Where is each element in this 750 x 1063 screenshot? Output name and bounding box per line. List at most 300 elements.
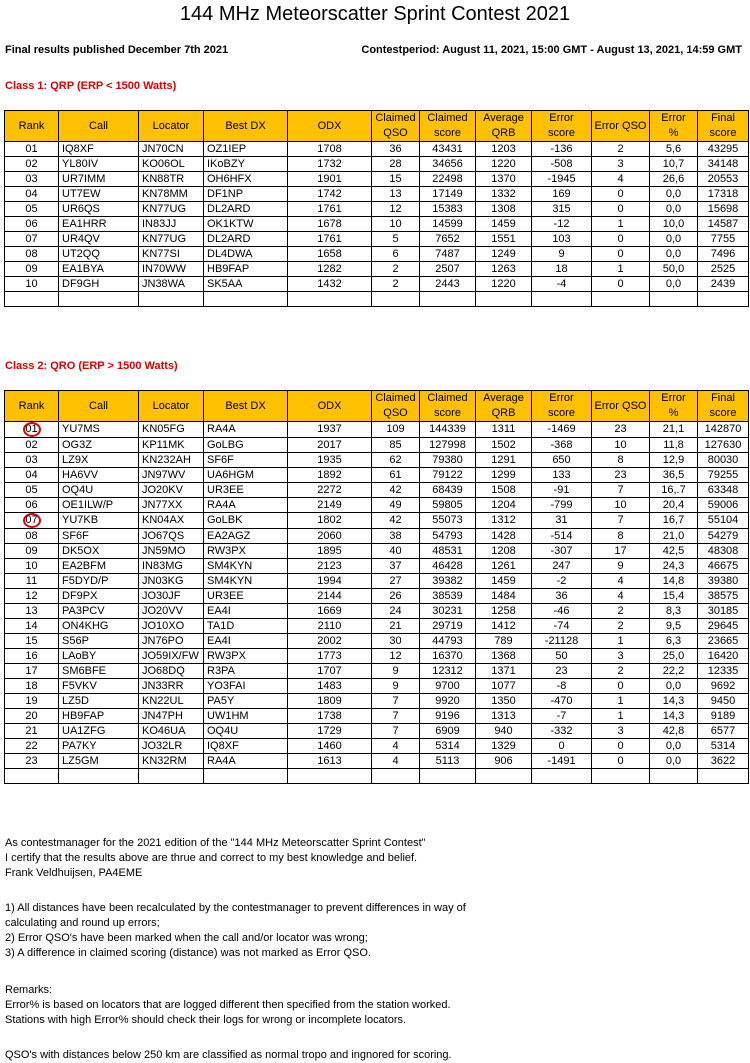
header-error-score-line: score [548, 127, 575, 139]
cell-error-qso: 1 [592, 709, 650, 724]
cell-rank: 06 [5, 217, 59, 232]
cell-average-qrb: 1220 [476, 157, 532, 172]
header-final-score-line: Final [711, 392, 735, 404]
cell-final-score: 9692 [698, 679, 749, 694]
cell-average-qrb: 1551 [476, 232, 532, 247]
remarks-line: Remarks: [5, 984, 53, 996]
cell-odx: 2002 [288, 634, 372, 649]
cell-claimed-score: 9196 [420, 709, 476, 724]
cell-rank: 13 [5, 604, 59, 619]
cell-error-pct: 5,6 [650, 142, 698, 157]
cell-locator: JN59MO [139, 544, 204, 559]
cell-final-score: 16420 [698, 649, 749, 664]
cell-rank: 14 [5, 619, 59, 634]
header-average-qrb-line: Average [483, 392, 524, 404]
cell-rank: 09 [5, 262, 59, 277]
cell-claimed-qso: 7 [372, 724, 420, 739]
cell-locator: JN77XX [139, 498, 204, 513]
cert-line: I certify that the results above are thrue and correct to my best knowledge and belief. [5, 852, 418, 864]
table-row [5, 529, 749, 544]
cell-error-score: 133 [532, 468, 592, 483]
cell-rank: 01 [5, 142, 59, 157]
empty-cell [59, 769, 139, 784]
cell-error-pct: 25,0 [650, 649, 698, 664]
cell-final-score: 34148 [698, 157, 749, 172]
cell-final-score: 6577 [698, 724, 749, 739]
cell-claimed-qso: 40 [372, 544, 420, 559]
cell-odx: 1460 [288, 739, 372, 754]
cell-claimed-qso: 49 [372, 498, 420, 513]
cell-error-pct: 21,0 [650, 529, 698, 544]
empty-cell [139, 292, 204, 307]
cell-error-score: -799 [532, 498, 592, 513]
cell-error-qso: 3 [592, 157, 650, 172]
cell-call: YL80IV [59, 157, 139, 172]
empty-cell [592, 769, 650, 784]
cell-locator: IN83JJ [139, 217, 204, 232]
cell-final-score: 14587 [698, 217, 749, 232]
header-error-qso: Error QSO [592, 391, 650, 422]
cell-error-pct: 8,3 [650, 604, 698, 619]
cell-error-score: 9 [532, 247, 592, 262]
cell-odx: 1483 [288, 679, 372, 694]
empty-cell [139, 769, 204, 784]
cell-error-pct: 36,5 [650, 468, 698, 483]
cell-average-qrb: 1299 [476, 468, 532, 483]
cell-locator: KN05FG [139, 422, 204, 438]
header-claimed-score-line: Claimed [427, 392, 468, 404]
cell-call: UT7EW [59, 187, 139, 202]
cell-best-dx: RA4A [204, 754, 288, 769]
empty-cell [420, 769, 476, 784]
table-row [5, 589, 749, 604]
cell-odx: 1937 [288, 422, 372, 438]
cell-average-qrb: 940 [476, 724, 532, 739]
cell-claimed-score: 2507 [420, 262, 476, 277]
cell-error-qso: 2 [592, 664, 650, 679]
cell-claimed-score: 38539 [420, 589, 476, 604]
cell-average-qrb: 789 [476, 634, 532, 649]
header-rank: Rank [5, 111, 59, 142]
header-call: Call [59, 111, 139, 142]
empty-cell [204, 292, 288, 307]
cell-best-dx: RW3PX [204, 544, 288, 559]
cell-odx: 2017 [288, 438, 372, 453]
cell-call: PA7KY [59, 739, 139, 754]
cell-claimed-score: 7487 [420, 247, 476, 262]
cell-final-score: 23665 [698, 634, 749, 649]
cell-error-pct: 0,0 [650, 277, 698, 292]
cell-claimed-score: 7652 [420, 232, 476, 247]
cell-error-score: 0 [532, 739, 592, 754]
cell-call: DF9GH [59, 277, 139, 292]
cell-error-pct: 42,5 [650, 544, 698, 559]
cell-locator: JN33RR [139, 679, 204, 694]
table-row [5, 187, 749, 202]
cell-claimed-qso: 15 [372, 172, 420, 187]
cell-odx: 1738 [288, 709, 372, 724]
cell-odx: 1935 [288, 453, 372, 468]
cell-odx: 1761 [288, 232, 372, 247]
header-locator: Locator [139, 111, 204, 142]
cell-claimed-qso: 28 [372, 157, 420, 172]
cell-error-qso: 0 [592, 187, 650, 202]
cell-error-qso: 3 [592, 724, 650, 739]
cell-best-dx: UR3EE [204, 483, 288, 498]
cell-claimed-qso: 4 [372, 739, 420, 754]
cell-error-pct: 0,0 [650, 202, 698, 217]
cell-claimed-score: 15383 [420, 202, 476, 217]
cell-claimed-score: 43431 [420, 142, 476, 157]
empty-cell [532, 769, 592, 784]
page-title: 144 MHz Meteorscatter Sprint Contest 2021 [179, 3, 571, 25]
cell-locator: JN38WA [139, 277, 204, 292]
cell-error-qso: 4 [592, 172, 650, 187]
cell-average-qrb: 1249 [476, 247, 532, 262]
cell-odx: 1994 [288, 574, 372, 589]
table-row [5, 262, 749, 277]
empty-cell [5, 769, 59, 784]
cell-average-qrb: 1329 [476, 739, 532, 754]
cell-claimed-qso: 12 [372, 649, 420, 664]
cell-average-qrb: 1308 [476, 202, 532, 217]
empty-cell [372, 769, 420, 784]
cell-locator: JO67QS [139, 529, 204, 544]
cell-odx: 2144 [288, 589, 372, 604]
cell-locator: JO20VV [139, 604, 204, 619]
cell-odx: 1809 [288, 694, 372, 709]
cell-error-pct: 11,8 [650, 438, 698, 453]
cell-final-score: 80030 [698, 453, 749, 468]
cell-error-score: -368 [532, 438, 592, 453]
cell-odx: 1678 [288, 217, 372, 232]
cell-claimed-qso: 61 [372, 468, 420, 483]
table-row [5, 142, 749, 157]
cell-error-pct: 22,2 [650, 664, 698, 679]
cell-rank: 07 [5, 232, 59, 247]
header-average-qrb-line: QRB [491, 127, 516, 139]
cell-best-dx: DL2ARD [204, 232, 288, 247]
cell-claimed-score: 2443 [420, 277, 476, 292]
header-rank: Rank [5, 391, 59, 422]
notes-line: 2) Error QSO's have been marked when the call and/or locator was wrong; [5, 932, 368, 944]
cell-rank: 09 [5, 544, 59, 559]
cell-error-qso: 8 [592, 529, 650, 544]
cell-locator: JO10XO [139, 619, 204, 634]
cell-final-score: 3622 [698, 754, 749, 769]
header-odx: ODX [288, 111, 372, 142]
cell-error-pct: 24,3 [650, 559, 698, 574]
cell-claimed-score: 39382 [420, 574, 476, 589]
cell-error-pct: 21,1 [650, 422, 698, 438]
cell-final-score: 15698 [698, 202, 749, 217]
cell-final-score: 55104 [698, 513, 749, 529]
header-claimed-score-line: score [434, 127, 461, 139]
cell-average-qrb: 1311 [476, 422, 532, 438]
header-claimed-score [420, 111, 476, 142]
cell-best-dx: GoLBG [204, 438, 288, 453]
cell-error-qso: 0 [592, 202, 650, 217]
cell-claimed-score: 17149 [420, 187, 476, 202]
cell-locator: IN83MG [139, 559, 204, 574]
cell-claimed-qso: 85 [372, 438, 420, 453]
cert-line: As contestmanager for the 2021 edition of the "144 MHz Meteorscatter Sprint Contest" [5, 837, 426, 849]
cell-error-pct: 6,3 [650, 634, 698, 649]
cell-error-pct: 0,0 [650, 187, 698, 202]
cell-odx: 1742 [288, 187, 372, 202]
cell-error-score: -8 [532, 679, 592, 694]
cell-rank: 10 [5, 559, 59, 574]
cell-claimed-score: 9920 [420, 694, 476, 709]
header-final-score [698, 111, 749, 142]
cell-rank: 03 [5, 172, 59, 187]
cell-final-score: 5314 [698, 739, 749, 754]
cell-average-qrb: 1312 [476, 513, 532, 529]
cell-rank: 21 [5, 724, 59, 739]
cell-error-qso: 0 [592, 277, 650, 292]
cell-error-pct: 0,0 [650, 247, 698, 262]
cell-claimed-qso: 9 [372, 664, 420, 679]
cell-error-score: -514 [532, 529, 592, 544]
table-row [5, 679, 749, 694]
cell-claimed-score: 54793 [420, 529, 476, 544]
cell-claimed-qso: 42 [372, 513, 420, 529]
cell-claimed-qso: 36 [372, 142, 420, 157]
cell-claimed-score: 5314 [420, 739, 476, 754]
remarks-text [5, 983, 451, 1028]
cell-final-score: 54279 [698, 529, 749, 544]
cell-error-score: 36 [532, 589, 592, 604]
cell-average-qrb: 1484 [476, 589, 532, 604]
cell-final-score: 59006 [698, 498, 749, 513]
cell-best-dx: DF1NP [204, 187, 288, 202]
cell-claimed-score: 68439 [420, 483, 476, 498]
cell-error-score: 247 [532, 559, 592, 574]
cell-best-dx: TA1D [204, 619, 288, 634]
empty-cell [650, 292, 698, 307]
empty-row [5, 769, 749, 784]
cell-claimed-qso: 27 [372, 574, 420, 589]
cell-odx: 2060 [288, 529, 372, 544]
cell-call: OE1ILW/P [59, 498, 139, 513]
cell-call: F5VKV [59, 679, 139, 694]
cell-best-dx: UW1HM [204, 709, 288, 724]
cell-claimed-score: 6909 [420, 724, 476, 739]
cell-claimed-score: 12312 [420, 664, 476, 679]
cell-final-score: 48308 [698, 544, 749, 559]
cell-rank: 19 [5, 694, 59, 709]
cell-error-score: -12 [532, 217, 592, 232]
cell-claimed-score: 127998 [420, 438, 476, 453]
header-average-qrb [476, 111, 532, 142]
cell-rank: 05 [5, 202, 59, 217]
cell-error-score: -21128 [532, 634, 592, 649]
cell-rank: 23 [5, 754, 59, 769]
header-locator: Locator [139, 391, 204, 422]
cell-error-pct: 12,9 [650, 453, 698, 468]
cell-call: S56P [59, 634, 139, 649]
cell-average-qrb: 1291 [476, 453, 532, 468]
empty-cell [288, 292, 372, 307]
cell-odx: 1761 [288, 202, 372, 217]
cell-final-score: 2439 [698, 277, 749, 292]
cell-error-score: 50 [532, 649, 592, 664]
cell-call: EA1HRR [59, 217, 139, 232]
cell-claimed-qso: 24 [372, 604, 420, 619]
cell-call: LZ9X [59, 453, 139, 468]
header-claimed-score-line: score [434, 407, 461, 419]
cell-call: F5DYD/P [59, 574, 139, 589]
cell-average-qrb: 1204 [476, 498, 532, 513]
empty-cell [476, 769, 532, 784]
header-final-score [698, 391, 749, 422]
cell-locator: KO46UA [139, 724, 204, 739]
header-error-qso: Error QSO [592, 111, 650, 142]
cell-error-qso: 0 [592, 739, 650, 754]
cell-locator: JN03KG [139, 574, 204, 589]
cell-final-score: 20553 [698, 172, 749, 187]
cell-rank: 04 [5, 187, 59, 202]
cell-final-score: 29645 [698, 619, 749, 634]
cell-claimed-score: 5113 [420, 754, 476, 769]
cell-best-dx: DL2ARD [204, 202, 288, 217]
cell-error-score: -332 [532, 724, 592, 739]
cell-final-score: 12335 [698, 664, 749, 679]
cell-error-qso: 4 [592, 589, 650, 604]
table-row [5, 498, 749, 513]
cell-error-qso: 0 [592, 232, 650, 247]
cell-error-qso: 2 [592, 604, 650, 619]
cell-error-score: 18 [532, 262, 592, 277]
cell-rank: 16 [5, 649, 59, 664]
notes-text [5, 901, 466, 961]
cell-rank: 08 [5, 247, 59, 262]
cell-locator: KN77SI [139, 247, 204, 262]
cell-error-pct: 14,3 [650, 694, 698, 709]
cell-best-dx: SM4KYN [204, 574, 288, 589]
cell-best-dx: EA4I [204, 604, 288, 619]
cell-error-pct: 15,4 [650, 589, 698, 604]
cell-rank: 12 [5, 589, 59, 604]
cell-final-score: 127630 [698, 438, 749, 453]
cell-odx: 1707 [288, 664, 372, 679]
cell-claimed-score: 79122 [420, 468, 476, 483]
cell-final-score: 38575 [698, 589, 749, 604]
cell-locator: IN70WW [139, 262, 204, 277]
cell-error-score: -46 [532, 604, 592, 619]
table-row [5, 468, 749, 483]
table-row [5, 513, 749, 529]
empty-cell [372, 292, 420, 307]
notes-line: 1) All distances have been recalculated by the contestmanager to prevent differences in way of [5, 902, 466, 914]
cell-call: LZ5GM [59, 754, 139, 769]
cell-call: EA1BYA [59, 262, 139, 277]
cell-error-score: 31 [532, 513, 592, 529]
table-row [5, 559, 749, 574]
cell-error-qso: 0 [592, 247, 650, 262]
cell-claimed-score: 48531 [420, 544, 476, 559]
cell-call: IQ8XF [59, 142, 139, 157]
cell-locator: JO20KV [139, 483, 204, 498]
cell-call: ON4KHG [59, 619, 139, 634]
table-row [5, 619, 749, 634]
cell-claimed-qso: 9 [372, 679, 420, 694]
cell-best-dx: IKoBZY [204, 157, 288, 172]
cell-error-pct: 50,0 [650, 262, 698, 277]
table-row [5, 483, 749, 498]
cell-locator: KN88TR [139, 172, 204, 187]
cell-error-qso: 1 [592, 262, 650, 277]
cell-odx: 2149 [288, 498, 372, 513]
cell-locator: JO68DQ [139, 664, 204, 679]
cell-error-score: 169 [532, 187, 592, 202]
cell-call: UT2QQ [59, 247, 139, 262]
cell-odx: 2272 [288, 483, 372, 498]
cell-best-dx: RA4A [204, 498, 288, 513]
table-row [5, 172, 749, 187]
cell-claimed-qso: 21 [372, 619, 420, 634]
header-average-qrb-line: Average [483, 112, 524, 124]
cell-error-qso: 3 [592, 649, 650, 664]
cell-error-pct: 20,4 [650, 498, 698, 513]
cell-rank: 11 [5, 574, 59, 589]
cell-final-score: 7496 [698, 247, 749, 262]
cell-locator: KN78MM [139, 187, 204, 202]
cell-error-pct: 26,6 [650, 172, 698, 187]
cell-average-qrb: 1208 [476, 544, 532, 559]
cell-error-score: -470 [532, 694, 592, 709]
cell-error-pct: 16,7 [650, 513, 698, 529]
cell-error-score: 315 [532, 202, 592, 217]
cell-error-qso: 1 [592, 694, 650, 709]
cell-odx: 2123 [288, 559, 372, 574]
header-error-pct-line: % [668, 127, 679, 139]
header-odx: ODX [288, 391, 372, 422]
cell-rank: 06 [5, 498, 59, 513]
cell-locator: JN47PH [139, 709, 204, 724]
cell-odx: 1901 [288, 172, 372, 187]
cell-error-qso: 2 [592, 142, 650, 157]
cell-error-qso: 4 [592, 574, 650, 589]
cell-claimed-score: 9700 [420, 679, 476, 694]
cell-claimed-qso: 30 [372, 634, 420, 649]
cell-average-qrb: 1370 [476, 172, 532, 187]
cell-average-qrb: 1077 [476, 679, 532, 694]
cell-error-score: 650 [532, 453, 592, 468]
tropo-note: QSO's with distances below 250 km are classified as normal tropo and ingnored for scoring. [5, 1049, 452, 1061]
cell-best-dx: PA5Y [204, 694, 288, 709]
cell-average-qrb: 1332 [476, 187, 532, 202]
cell-average-qrb: 1371 [476, 664, 532, 679]
cell-error-score: -136 [532, 142, 592, 157]
cell-average-qrb: 1203 [476, 142, 532, 157]
cell-odx: 1892 [288, 468, 372, 483]
empty-cell [204, 769, 288, 784]
table-row [5, 649, 749, 664]
header-final-score-line: score [709, 127, 737, 139]
header-claimed-qso-line: Claimed [375, 112, 416, 124]
header-best-dx: Best DX [204, 391, 288, 422]
empty-cell [650, 769, 698, 784]
header-error-pct-line: Error [661, 392, 686, 404]
cell-error-pct: 42,8 [650, 724, 698, 739]
header-claimed-qso [372, 111, 420, 142]
cell-claimed-score: 22498 [420, 172, 476, 187]
cell-call: OG3Z [59, 438, 139, 453]
table-row [5, 754, 749, 769]
header-error-score [532, 391, 592, 422]
cell-odx: 1729 [288, 724, 372, 739]
